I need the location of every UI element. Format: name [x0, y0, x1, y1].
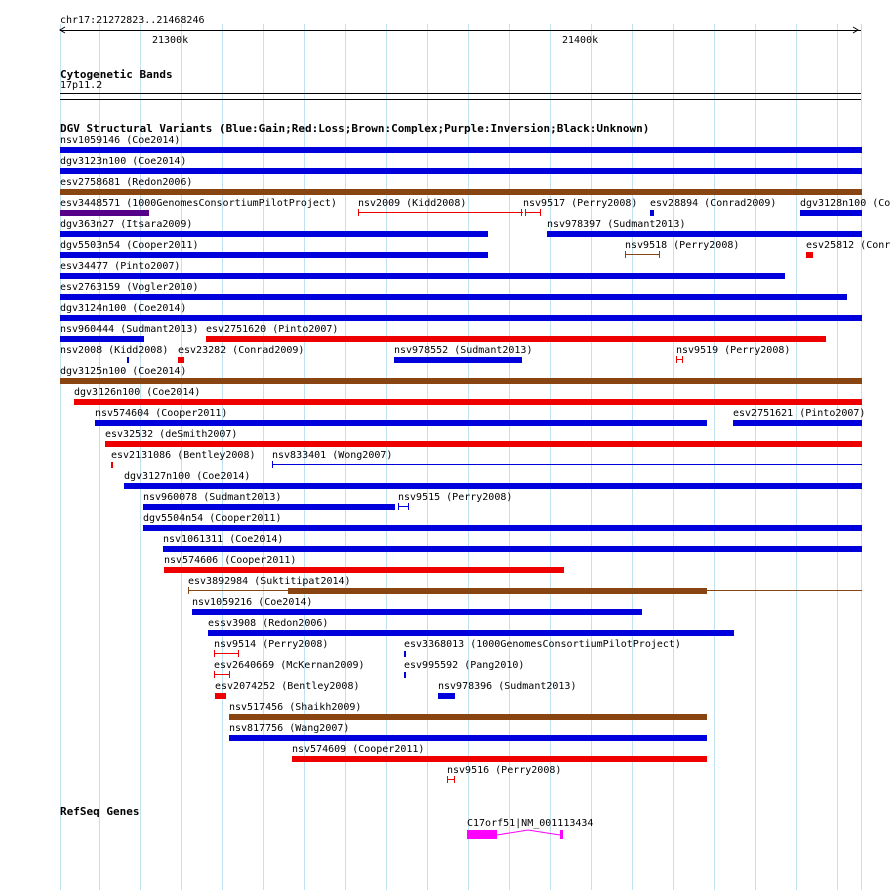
sv-label[interactable]: dgv3127n100 (Coe2014): [124, 471, 251, 482]
sv-label[interactable]: nsv1061311 (Coe2014): [163, 534, 284, 545]
sv-feature-bar[interactable]: [394, 357, 522, 363]
sv-feature-tick: [214, 650, 215, 657]
sv-label[interactable]: esv2131086 (Bentley2008): [111, 450, 256, 461]
sv-label[interactable]: dgv363n27 (Itsara2009): [60, 219, 193, 230]
sv-feature-tick: [525, 209, 526, 216]
sv-feature-tick: [229, 671, 230, 678]
sv-feature-bar[interactable]: [60, 273, 785, 279]
sv-label[interactable]: nsv960444 (Sudmant2013): [60, 324, 199, 335]
sv-label[interactable]: nsv574606 (Cooper2011): [164, 555, 297, 566]
sv-feature-bar[interactable]: [163, 546, 862, 552]
sv-label[interactable]: esv3448571 (1000GenomesConsortiumPilotProject): [60, 198, 337, 209]
sv-label[interactable]: dgv5504n54 (Cooper2011): [143, 513, 282, 524]
sv-feature-bar[interactable]: [625, 254, 660, 255]
sv-feature-bar[interactable]: [229, 735, 707, 741]
grid-line: [796, 24, 797, 890]
sv-feature-bar[interactable]: [229, 714, 707, 720]
sv-label[interactable]: esv2640669 (McKernan2009): [214, 660, 365, 671]
sv-feature-tick: [521, 209, 522, 216]
sv-label[interactable]: nsv9519 (Perry2008): [676, 345, 791, 356]
sv-feature-bar[interactable]: [358, 212, 523, 213]
sv-feature-bar[interactable]: [272, 464, 862, 465]
sv-label[interactable]: dgv3128n100 (Co: [800, 198, 890, 209]
sv-label[interactable]: nsv9516 (Perry2008): [447, 765, 562, 776]
sv-label[interactable]: dgv3124n100 (Coe2014): [60, 303, 187, 314]
sv-feature-bar[interactable]: [60, 294, 847, 300]
sv-label[interactable]: esv2751621 (Pinto2007): [733, 408, 866, 419]
sv-label[interactable]: esv25812 (Conr: [806, 240, 890, 251]
grid-line: [861, 24, 862, 890]
sv-feature-bar[interactable]: [60, 147, 862, 153]
sv-feature-bar[interactable]: [206, 336, 826, 342]
sv-label[interactable]: nsv978396 (Sudmant2013): [438, 681, 577, 692]
region-label: chr17:21272823..21468246: [60, 15, 205, 26]
cytoband-line-bottom: [60, 99, 861, 100]
sv-label[interactable]: dgv3126n100 (Coe2014): [74, 387, 201, 398]
sv-label[interactable]: dgv3125n100 (Coe2014): [60, 366, 187, 377]
sv-feature-bar[interactable]: [60, 189, 862, 195]
sv-label[interactable]: esv23282 (Conrad2009): [178, 345, 305, 356]
sv-label[interactable]: esv2751620 (Pinto2007): [206, 324, 339, 335]
sv-label[interactable]: dgv3123n100 (Coe2014): [60, 156, 187, 167]
sv-feature-bar[interactable]: [800, 210, 862, 216]
sv-label[interactable]: nsv1059216 (Coe2014): [192, 597, 313, 608]
sv-feature-tick: [358, 209, 359, 216]
grid-line: [60, 24, 61, 890]
sv-label[interactable]: nsv960078 (Sudmant2013): [143, 492, 282, 503]
sv-feature-bar[interactable]: [60, 336, 144, 342]
grid-line: [263, 24, 264, 890]
dgv-track-title: DGV Structural Variants (Blue:Gain;Red:Loss;Brown:Complex;Purple:Inversion;Black:Unknown): [60, 122, 650, 135]
sv-label[interactable]: essv3908 (Redon2006): [208, 618, 329, 629]
sv-label[interactable]: esv2763159 (Vogler2010): [60, 282, 199, 293]
sv-feature-tick: [188, 587, 189, 594]
sv-feature-bar[interactable]: [127, 357, 129, 363]
gene-intron: [496, 828, 566, 842]
sv-feature-bar[interactable]: [404, 672, 406, 678]
sv-feature-bar[interactable]: [650, 210, 654, 216]
cytoband-track-title: Cytogenetic Bands: [60, 68, 173, 81]
refseq-track-title: RefSeq Genes: [60, 805, 140, 818]
grid-line: [755, 24, 756, 890]
sv-feature-tick: [214, 671, 215, 678]
sv-label[interactable]: nsv817756 (Wang2007): [229, 723, 350, 734]
sv-label[interactable]: nsv9517 (Perry2008): [523, 198, 638, 209]
sv-feature-tick: [540, 209, 541, 216]
sv-label[interactable]: nsv833401 (Wong2007): [272, 450, 393, 461]
gene-exon[interactable]: [467, 830, 497, 839]
sv-feature-bar[interactable]: [214, 674, 230, 675]
sv-feature-tick: [398, 503, 399, 510]
sv-label[interactable]: esv2758681 (Redon2006): [60, 177, 193, 188]
sv-label[interactable]: nsv2008 (Kidd2008): [60, 345, 169, 356]
sv-feature-tick: [682, 356, 683, 363]
sv-label[interactable]: esv28894 (Conrad2009): [650, 198, 777, 209]
sv-feature-bar[interactable]: [143, 525, 862, 531]
sv-feature-bar[interactable]: [404, 651, 406, 657]
sv-feature-bar[interactable]: [164, 567, 564, 573]
sv-feature-bar[interactable]: [105, 441, 862, 447]
gene-exon[interactable]: [560, 830, 563, 839]
gene-label[interactable]: C17orf51|NM_001113434: [467, 818, 594, 829]
sv-label[interactable]: dgv5503n54 (Cooper2011): [60, 240, 199, 251]
sv-label[interactable]: nsv9515 (Perry2008): [398, 492, 513, 503]
sv-label[interactable]: nsv978397 (Sudmant2013): [547, 219, 686, 230]
sv-label[interactable]: nsv978552 (Sudmant2013): [394, 345, 533, 356]
sv-feature-tick: [659, 251, 660, 258]
sv-label[interactable]: nsv9518 (Perry2008): [625, 240, 740, 251]
sv-feature-bar[interactable]: [733, 420, 862, 426]
sv-feature-bar[interactable]: [74, 399, 862, 405]
sv-feature-bar[interactable]: [60, 378, 862, 384]
sv-feature-bar[interactable]: [214, 653, 239, 654]
sv-feature-bar[interactable]: [124, 483, 862, 489]
ruler-tick-label-21300k: 21300k: [152, 35, 189, 46]
sv-label[interactable]: esv2074252 (Bentley2008): [215, 681, 360, 692]
sv-label[interactable]: nsv2009 (Kidd2008): [358, 198, 467, 209]
sv-label[interactable]: esv3368013 (1000GenomesConsortiumPilotProject): [404, 639, 681, 650]
cytoband-line-top: [60, 93, 861, 94]
sv-feature-bar[interactable]: [60, 210, 149, 216]
cytoband-label: 17p11.2: [60, 80, 103, 91]
sv-feature-tick: [454, 776, 455, 783]
sv-feature-tick: [272, 461, 273, 468]
sv-feature-tick: [676, 356, 677, 363]
sv-feature-tick: [447, 776, 448, 783]
sv-feature-bar[interactable]: [806, 252, 813, 258]
sv-feature-bar[interactable]: [192, 609, 642, 615]
sv-feature-bar[interactable]: [143, 504, 395, 510]
sv-feature-bar[interactable]: [438, 693, 455, 699]
sv-feature-tick: [238, 650, 239, 657]
sv-feature-bar[interactable]: [60, 315, 862, 321]
sv-label[interactable]: esv34477 (Pinto2007): [60, 261, 181, 272]
sv-feature-block[interactable]: [288, 588, 707, 594]
sv-label[interactable]: nsv1059146 (Coe2014): [60, 135, 181, 146]
sv-feature-bar[interactable]: [111, 462, 113, 468]
sv-label[interactable]: esv32532 (deSmith2007): [105, 429, 238, 440]
sv-feature-bar[interactable]: [215, 693, 226, 699]
grid-line: [714, 24, 715, 890]
sv-label[interactable]: nsv9514 (Perry2008): [214, 639, 329, 650]
grid-line: [99, 24, 100, 890]
ruler-tick-label-21400k: 21400k: [562, 35, 599, 46]
sv-label[interactable]: nsv517456 (Shaikh2009): [229, 702, 362, 713]
sv-feature-bar[interactable]: [208, 630, 734, 636]
sv-feature-tick: [625, 251, 626, 258]
sv-feature-tick: [408, 503, 409, 510]
sv-feature-bar[interactable]: [60, 168, 862, 174]
sv-label[interactable]: esv3892984 (Suktitipat2014): [188, 576, 351, 587]
sv-feature-bar[interactable]: [547, 231, 862, 237]
sv-feature-bar[interactable]: [60, 231, 488, 237]
sv-feature-bar[interactable]: [525, 212, 541, 213]
sv-feature-bar[interactable]: [60, 252, 488, 258]
sv-feature-bar[interactable]: [95, 420, 707, 426]
sv-feature-bar[interactable]: [178, 357, 184, 363]
sv-feature-bar[interactable]: [292, 756, 707, 762]
sv-label[interactable]: nsv574609 (Cooper2011): [292, 744, 425, 755]
sv-label[interactable]: nsv574604 (Cooper2011): [95, 408, 228, 419]
grid-line: [837, 24, 838, 890]
sv-label[interactable]: esv995592 (Pang2010): [404, 660, 525, 671]
